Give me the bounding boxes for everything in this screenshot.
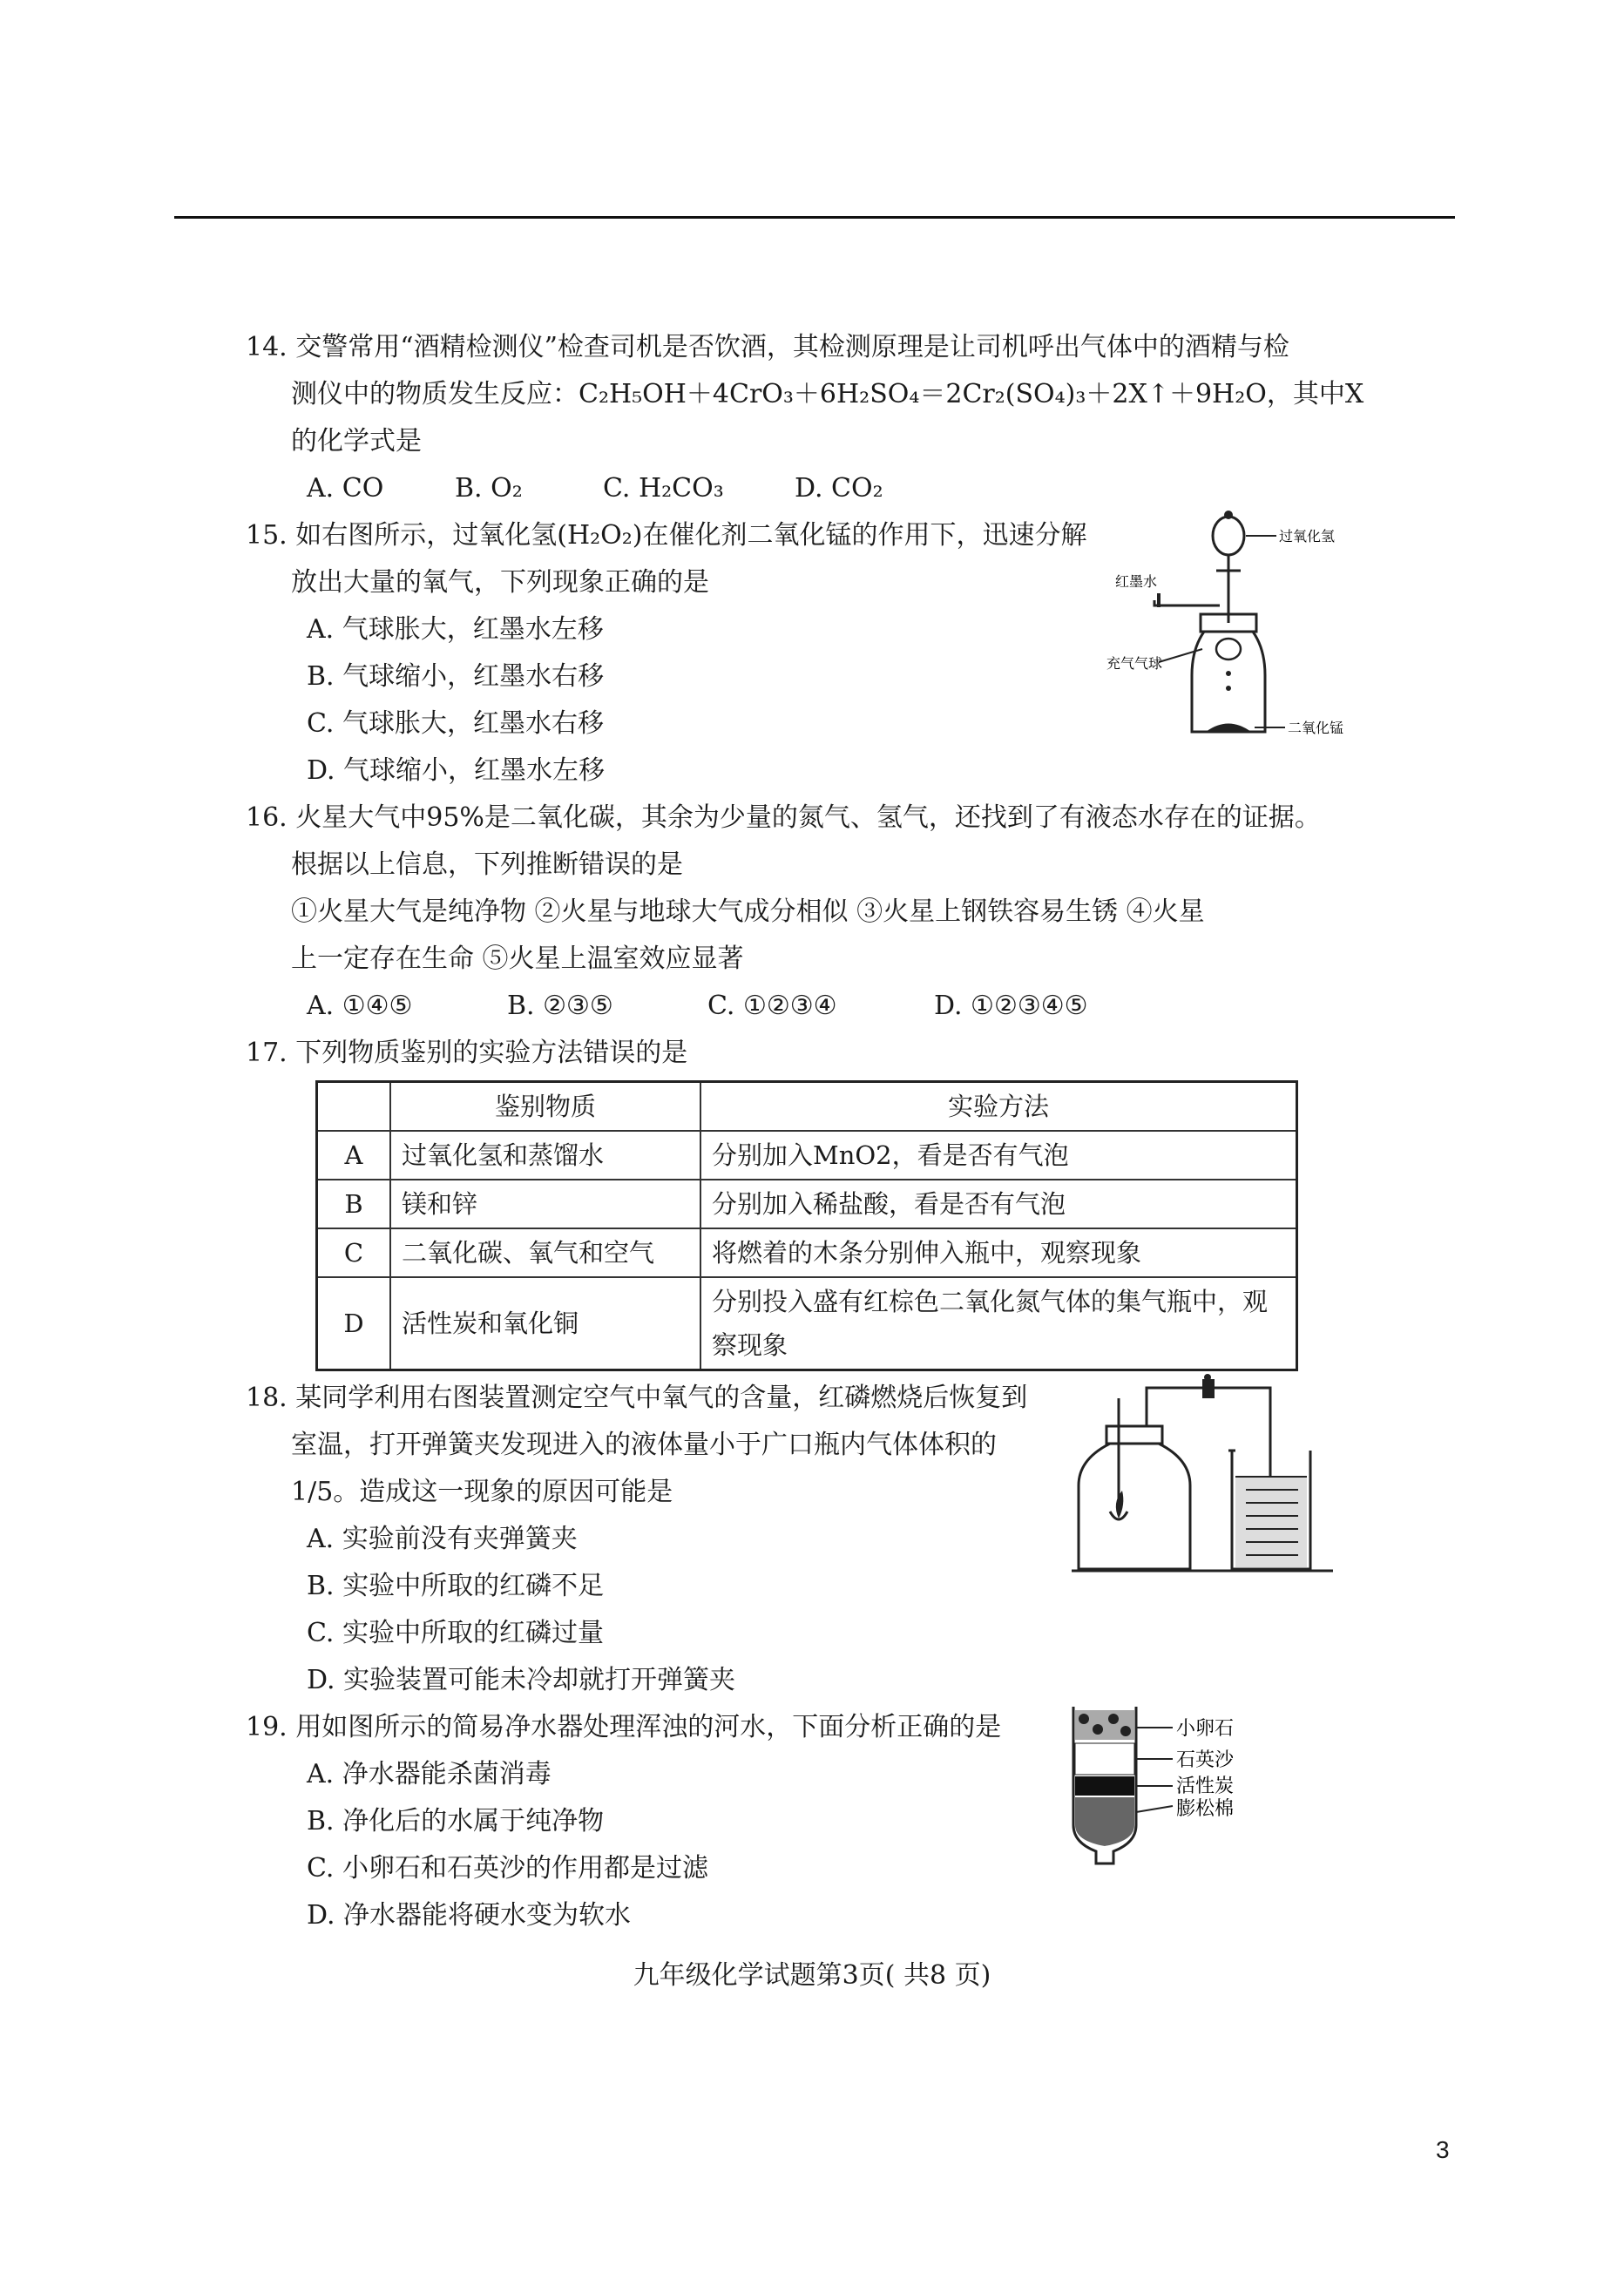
q18-option-c: C. 实验中所取的红磷过量 xyxy=(307,1618,604,1648)
q14-option-d: D. CO₂ xyxy=(795,473,883,504)
q18-line-1: 18. 某同学利用右图装置测定空气中氧气的含量，红磷燃烧后恢复到 xyxy=(246,1383,1028,1413)
table-cell-method: 分别投入盛有红棕色二氧化氮气体的集气瓶中，观察现象 xyxy=(700,1277,1297,1370)
oxygen-measurement-apparatus-figure xyxy=(1063,1372,1342,1581)
table-header-row xyxy=(317,1082,1297,1132)
q15-option-c: C. 气球胀大，红墨水右移 xyxy=(307,708,604,739)
q15-option-b: B. 气球缩小，红墨水右移 xyxy=(307,661,605,692)
q14-line-2: 测仪中的物质发生反应：C₂H₅OH＋4CrO₃＋6H₂SO₄＝2Cr₂(SO₄)₃＋2X↑＋9H₂O，其中X xyxy=(291,379,1364,409)
table-header-substance: 鉴别物质 xyxy=(390,1082,700,1132)
table-cell-method: 将燃着的木条分别伸入瓶中，观察现象 xyxy=(700,1228,1297,1277)
q16-line-2: 根据以上信息，下列推断错误的是 xyxy=(291,849,683,880)
question-16 xyxy=(246,795,1370,1030)
q16-option-d: D. ①②③④⑤ xyxy=(934,991,1088,1021)
q19-option-c: C. 小卵石和石英沙的作用都是过滤 xyxy=(307,1853,708,1884)
water-purifier-figure xyxy=(1070,1703,1270,1877)
q15-option-d: D. 气球缩小，红墨水左移 xyxy=(307,755,606,786)
q18-option-d: D. 实验装置可能未冷却就打开弹簧夹 xyxy=(307,1665,736,1695)
identification-table xyxy=(315,1080,1298,1371)
q18-line-2: 室温，打开弹簧夹发现进入的液体量小于广口瓶内气体体积的 xyxy=(291,1430,997,1460)
q16-line-3: ①火星大气是纯净物 ②火星与地球大气成分相似 ③火星上钢铁容易生锈 ④火星 xyxy=(291,896,1205,927)
question-17 xyxy=(246,1030,1370,1371)
q16-options xyxy=(246,983,1370,1030)
q19-option-d: D. 净水器能将硬水变为软水 xyxy=(307,1900,632,1931)
table-cell-key: B xyxy=(317,1180,391,1228)
q16-option-b: B. ②③⑤ xyxy=(507,991,613,1021)
q18-line-3: 1/5。造成这一现象的原因可能是 xyxy=(291,1477,673,1507)
table-header-method: 实验方法 xyxy=(700,1082,1297,1132)
q14-line-3: 的化学式是 xyxy=(291,426,422,457)
fig15-label-ink: 红墨水 xyxy=(1115,573,1158,590)
table-row xyxy=(317,1228,1297,1277)
fig19-label-carbon: 活性炭 xyxy=(1176,1776,1235,1797)
q15-line-2: 放出大量的氧气，下列现象正确的是 xyxy=(291,567,709,598)
table-row xyxy=(317,1180,1297,1228)
q16-line-4: 上一定存在生命 ⑤火星上温室效应显著 xyxy=(291,944,744,974)
q14-options xyxy=(246,465,1370,512)
q16-option-c: C. ①②③④ xyxy=(707,991,837,1021)
q14-option-a: A. CO xyxy=(307,473,384,504)
table-cell-key: A xyxy=(317,1131,391,1180)
fig15-label-balloon: 充气气球 xyxy=(1106,655,1163,672)
table-cell-method: 分别加入MnO2，看是否有气泡 xyxy=(700,1131,1297,1180)
q15-line-1: 15. 如右图所示，过氧化氢(H₂O₂)在催化剂二氧化锰的作用下，迅速分解 xyxy=(246,520,1087,551)
q16-option-a: A. ①④⑤ xyxy=(307,991,413,1021)
table-row xyxy=(317,1131,1297,1180)
table-header-key xyxy=(317,1082,391,1132)
q15-option-a: A. 气球胀大，红墨水左移 xyxy=(307,614,604,645)
table-cell-substance: 二氧化碳、氧气和空气 xyxy=(390,1228,700,1277)
table-cell-substance: 活性炭和氧化铜 xyxy=(390,1277,700,1370)
table-cell-substance: 过氧化氢和蒸馏水 xyxy=(390,1131,700,1180)
q14-line-1: 14. 交警常用“酒精检测仪”检查司机是否饮酒，其检测原理是让司机呼出气体中的酒精与检 xyxy=(246,332,1289,362)
page-footer: 九年级化学试题第3页( 共8 页) xyxy=(633,1960,991,1991)
fig15-label-h2o2: 过氧化氢 xyxy=(1279,528,1336,545)
table-row xyxy=(317,1277,1297,1370)
fig19-label-sand: 石英沙 xyxy=(1176,1749,1235,1771)
q14-option-c: C. H₂CO₃ xyxy=(603,473,724,504)
table-cell-substance: 镁和锌 xyxy=(390,1180,700,1228)
q18-option-a: A. 实验前没有夹弹簧夹 xyxy=(307,1524,578,1554)
fig15-label-mno2: 二氧化锰 xyxy=(1288,720,1344,736)
header-rule xyxy=(174,216,1455,219)
q19-option-b: B. 净化后的水属于纯净物 xyxy=(307,1806,605,1836)
h2o2-decomposition-apparatus-figure xyxy=(1106,510,1394,749)
q19-line-1: 19. 用如图所示的简易净水器处理浑浊的河水，下面分析正确的是 xyxy=(246,1712,1002,1742)
q19-option-a: A. 净水器能杀菌消毒 xyxy=(307,1759,551,1789)
question-14 xyxy=(246,324,1370,512)
table-cell-method: 分别加入稀盐酸，看是否有气泡 xyxy=(700,1180,1297,1228)
page-number: 3 xyxy=(1436,2136,1450,2163)
table-cell-key: C xyxy=(317,1228,391,1277)
q14-option-b: B. O₂ xyxy=(455,473,523,504)
q16-line-1: 16. 火星大气中95%是二氧化碳，其余为少量的氮气、氢气，还找到了有液态水存在的证据。 xyxy=(246,802,1321,833)
fig19-label-cotton: 膨松棉 xyxy=(1176,1798,1235,1820)
fig19-label-pebble: 小卵石 xyxy=(1176,1718,1235,1740)
q17-line-1: 17. 下列物质鉴别的实验方法错误的是 xyxy=(246,1038,688,1068)
q18-option-b: B. 实验中所取的红磷不足 xyxy=(307,1571,605,1601)
table-cell-key: D xyxy=(317,1277,391,1370)
